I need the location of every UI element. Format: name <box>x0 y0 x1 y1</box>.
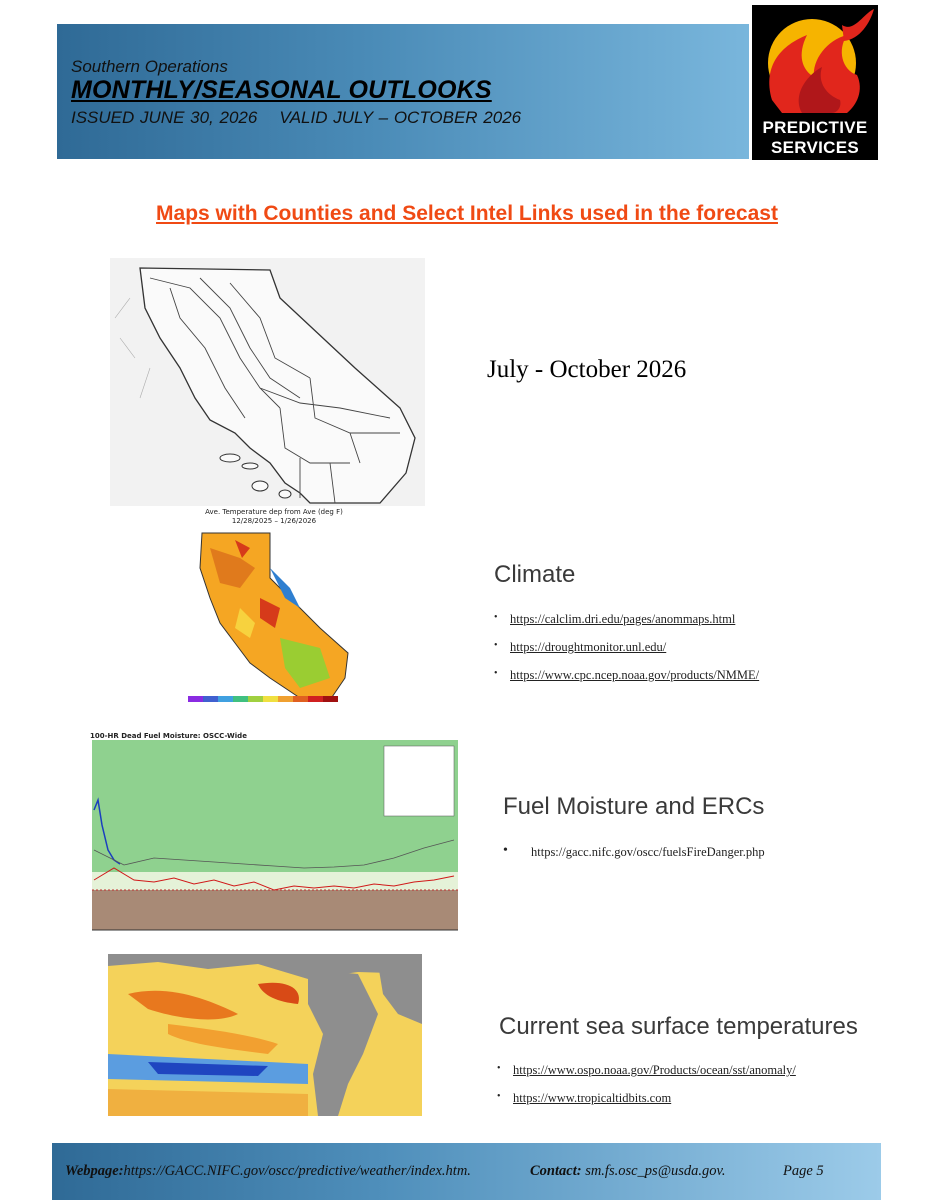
sst-section-title: Current sea surface temperatures <box>499 1013 858 1040</box>
footer-contact <box>530 1163 726 1180</box>
sea-surface-temperature-map <box>108 954 422 1116</box>
header-banner <box>57 24 749 159</box>
fuel-section-title: Fuel Moisture and ERCs <box>503 793 765 820</box>
issue-info <box>71 108 521 128</box>
page-title: MONTHLY/SEASONAL OUTLOOKS <box>71 76 492 104</box>
sst-links-list <box>497 1063 796 1119</box>
temp-map-drawing <box>180 528 360 726</box>
fuel-moisture-chart <box>84 730 460 944</box>
footer-banner <box>52 1143 881 1200</box>
temperature-departure-map <box>180 506 360 726</box>
page-number: Page 5 <box>783 1163 824 1179</box>
predictive-services-logo <box>752 5 878 160</box>
forecast-period: July - October 2026 <box>487 356 687 383</box>
climate-link-calclim[interactable]: • https://calclim.dri.edu/pages/anommaps.html <box>494 612 759 640</box>
climate-links-list <box>494 612 759 696</box>
webpage-label: Webpage: <box>65 1163 124 1179</box>
fuel-chart-title: 100-HR Dead Fuel Moisture: OSCC-Wide <box>90 732 247 740</box>
fuel-chart-drawing <box>84 740 460 944</box>
county-map-drawing <box>110 258 425 506</box>
fuel-links-list <box>503 845 765 860</box>
logo-text-line1: PREDICTIVE <box>762 118 868 137</box>
sst-map-drawing <box>108 954 422 1116</box>
temp-map-dates: 12/28/2025 – 1/26/2026 <box>231 517 317 525</box>
climate-section-title: Climate <box>494 561 576 588</box>
fuel-link-firedanger[interactable]: • https://gacc.nifc.gov/oscc/fuelsFireDanger.php <box>503 845 765 860</box>
county-map-image <box>110 258 425 506</box>
valid-period: VALID JULY – OCTOBER 2026 <box>279 108 522 127</box>
contact-email[interactable]: sm.fs.osc_ps@usda.gov. <box>585 1163 726 1179</box>
footer-webpage <box>65 1163 471 1180</box>
webpage-link[interactable]: https://GACC.NIFC.gov/oscc/predictive/weather/index.htm. <box>123 1163 471 1179</box>
temp-map-title: Ave. Temperature dep from Ave (deg F) <box>205 508 343 516</box>
org-name: Southern Operations <box>71 57 228 76</box>
sst-link-tropicaltidbits[interactable]: • https://www.tropicaltidbits.com <box>497 1091 796 1119</box>
section-heading: Maps with Counties and Select Intel Links used in the forecast <box>156 202 778 225</box>
contact-label: Contact: <box>530 1163 582 1179</box>
flame-logo-icon <box>752 5 878 117</box>
logo-text-line2: SERVICES <box>770 138 860 157</box>
issued-date: ISSUED JUNE 30, 2026 <box>71 108 258 127</box>
climate-link-droughtmonitor[interactable]: • https://droughtmonitor.unl.edu/ <box>494 640 759 668</box>
sst-link-ospo[interactable]: • https://www.ospo.noaa.gov/Products/ocean/sst/anomaly/ <box>497 1063 796 1091</box>
climate-link-nmme[interactable]: • https://www.cpc.ncep.noaa.gov/products/NMME/ <box>494 668 759 696</box>
